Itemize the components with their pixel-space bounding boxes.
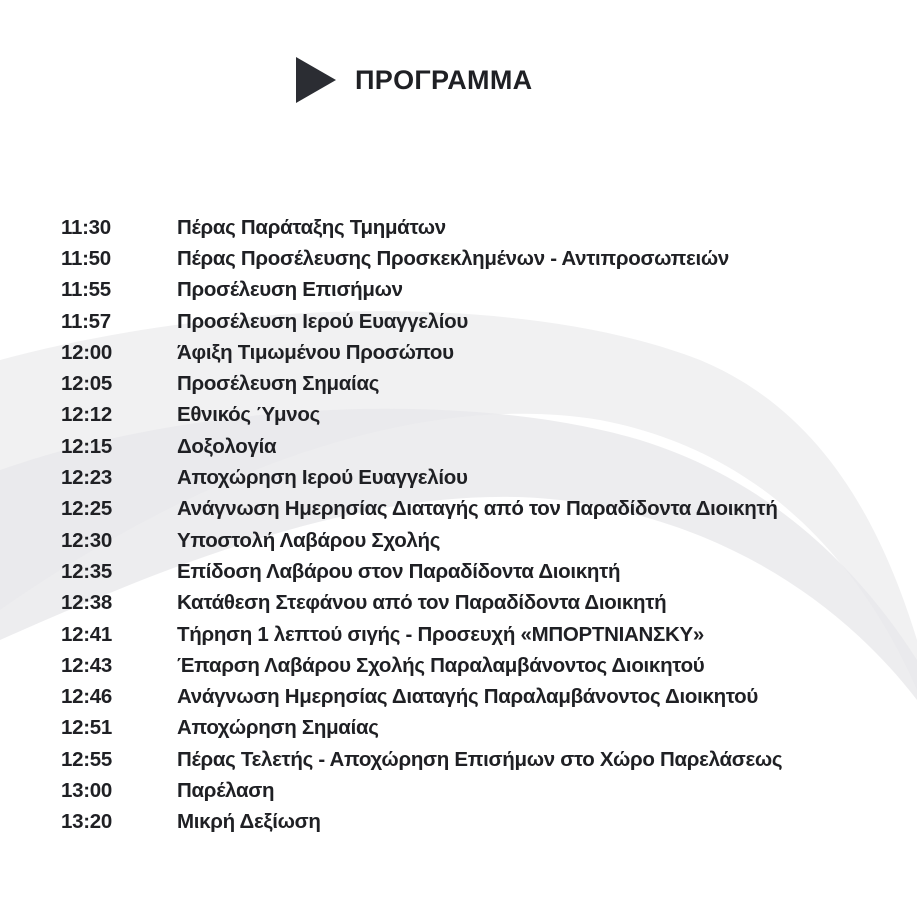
schedule-row bbox=[61, 494, 782, 525]
schedule-event: Ανάγνωση Ημερησίας Διαταγής από τον Παραδίδοντα Διοικητή bbox=[177, 497, 778, 521]
schedule-time: 12:05 bbox=[61, 372, 112, 396]
schedule-time: 12:25 bbox=[61, 497, 112, 521]
schedule-event: Έπαρση Λαβάρου Σχολής Παραλαμβάνοντος Διοικητού bbox=[177, 653, 705, 677]
schedule-row bbox=[61, 212, 782, 243]
schedule-time: 12:38 bbox=[61, 591, 112, 615]
page-title: ΠΡΟΓΡΑΜΜΑ bbox=[355, 65, 533, 95]
schedule-time: 11:30 bbox=[61, 215, 111, 239]
schedule-row bbox=[61, 525, 782, 556]
schedule-time: 12:55 bbox=[61, 747, 112, 771]
schedule-time: 11:57 bbox=[61, 309, 111, 333]
schedule-row bbox=[61, 650, 782, 681]
schedule-row bbox=[61, 681, 782, 712]
schedule-row bbox=[61, 243, 782, 274]
schedule-event: Εθνικός Ύμνος bbox=[177, 403, 320, 427]
schedule-event: Πέρας Παράταξης Τμημάτων bbox=[177, 215, 446, 239]
schedule-event: Προσέλευση Σημαίας bbox=[177, 372, 380, 396]
schedule-event: Πέρας Προσέλευσης Προσκεκλημένων - Αντιπροσωπειών bbox=[177, 246, 729, 270]
schedule-time: 12:51 bbox=[61, 716, 112, 740]
schedule-row bbox=[61, 462, 782, 493]
schedule-event: Παρέλαση bbox=[177, 778, 275, 802]
schedule-event: Προσέλευση Ιερού Ευαγγελίου bbox=[177, 309, 469, 333]
schedule-row bbox=[61, 431, 782, 462]
schedule-time: 13:00 bbox=[61, 778, 112, 802]
schedule-time: 11:50 bbox=[61, 246, 111, 270]
schedule-event: Τήρηση 1 λεπτού σιγής - Προσευχή «ΜΠΟΡΤΝΙΑΝΣΚΥ» bbox=[177, 622, 704, 646]
header bbox=[296, 57, 532, 103]
schedule-row bbox=[61, 713, 782, 744]
schedule-row bbox=[61, 588, 782, 619]
schedule-row bbox=[61, 556, 782, 587]
schedule-row bbox=[61, 400, 782, 431]
schedule-event: Ανάγνωση Ημερησίας Διαταγής Παραλαμβάνοντος Διοικητού bbox=[177, 685, 758, 709]
schedule-row bbox=[61, 775, 782, 806]
schedule-event: Άφιξη Τιμωμένου Προσώπου bbox=[177, 340, 454, 364]
schedule-list bbox=[61, 212, 782, 838]
schedule-event: Επίδοση Λαβάρου στον Παραδίδοντα Διοικητή bbox=[177, 559, 621, 583]
schedule-time: 12:23 bbox=[61, 466, 112, 490]
play-triangle-icon bbox=[296, 57, 336, 103]
schedule-event: Αποχώρηση Σημαίας bbox=[177, 716, 379, 740]
schedule-event: Μικρή Δεξίωση bbox=[177, 810, 321, 834]
schedule-row bbox=[61, 807, 782, 838]
schedule-row bbox=[61, 275, 782, 306]
schedule-row bbox=[61, 744, 782, 775]
schedule-time: 12:15 bbox=[61, 434, 112, 458]
schedule-time: 12:46 bbox=[61, 685, 112, 709]
schedule-time: 12:43 bbox=[61, 653, 112, 677]
schedule-event: Αποχώρηση Ιερού Ευαγγελίου bbox=[177, 466, 468, 490]
schedule-row bbox=[61, 306, 782, 337]
schedule-time: 12:30 bbox=[61, 528, 112, 552]
schedule-event: Δοξολογία bbox=[177, 434, 277, 458]
schedule-event: Υποστολή Λαβάρου Σχολής bbox=[177, 528, 441, 552]
schedule-row bbox=[61, 619, 782, 650]
schedule-event: Κατάθεση Στεφάνου από τον Παραδίδοντα Διοικητή bbox=[177, 591, 667, 615]
schedule-event: Πέρας Τελετής - Αποχώρηση Επισήμων στο Χώρο Παρελάσεως bbox=[177, 747, 783, 771]
schedule-time: 12:35 bbox=[61, 559, 112, 583]
schedule-row bbox=[61, 368, 782, 399]
schedule-event: Προσέλευση Επισήμων bbox=[177, 278, 403, 302]
schedule-time: 12:12 bbox=[61, 403, 112, 427]
schedule-row bbox=[61, 337, 782, 368]
schedule-time: 12:00 bbox=[61, 340, 112, 364]
schedule-time: 11:55 bbox=[61, 278, 111, 302]
schedule-time: 12:41 bbox=[61, 622, 112, 646]
schedule-time: 13:20 bbox=[61, 810, 112, 834]
